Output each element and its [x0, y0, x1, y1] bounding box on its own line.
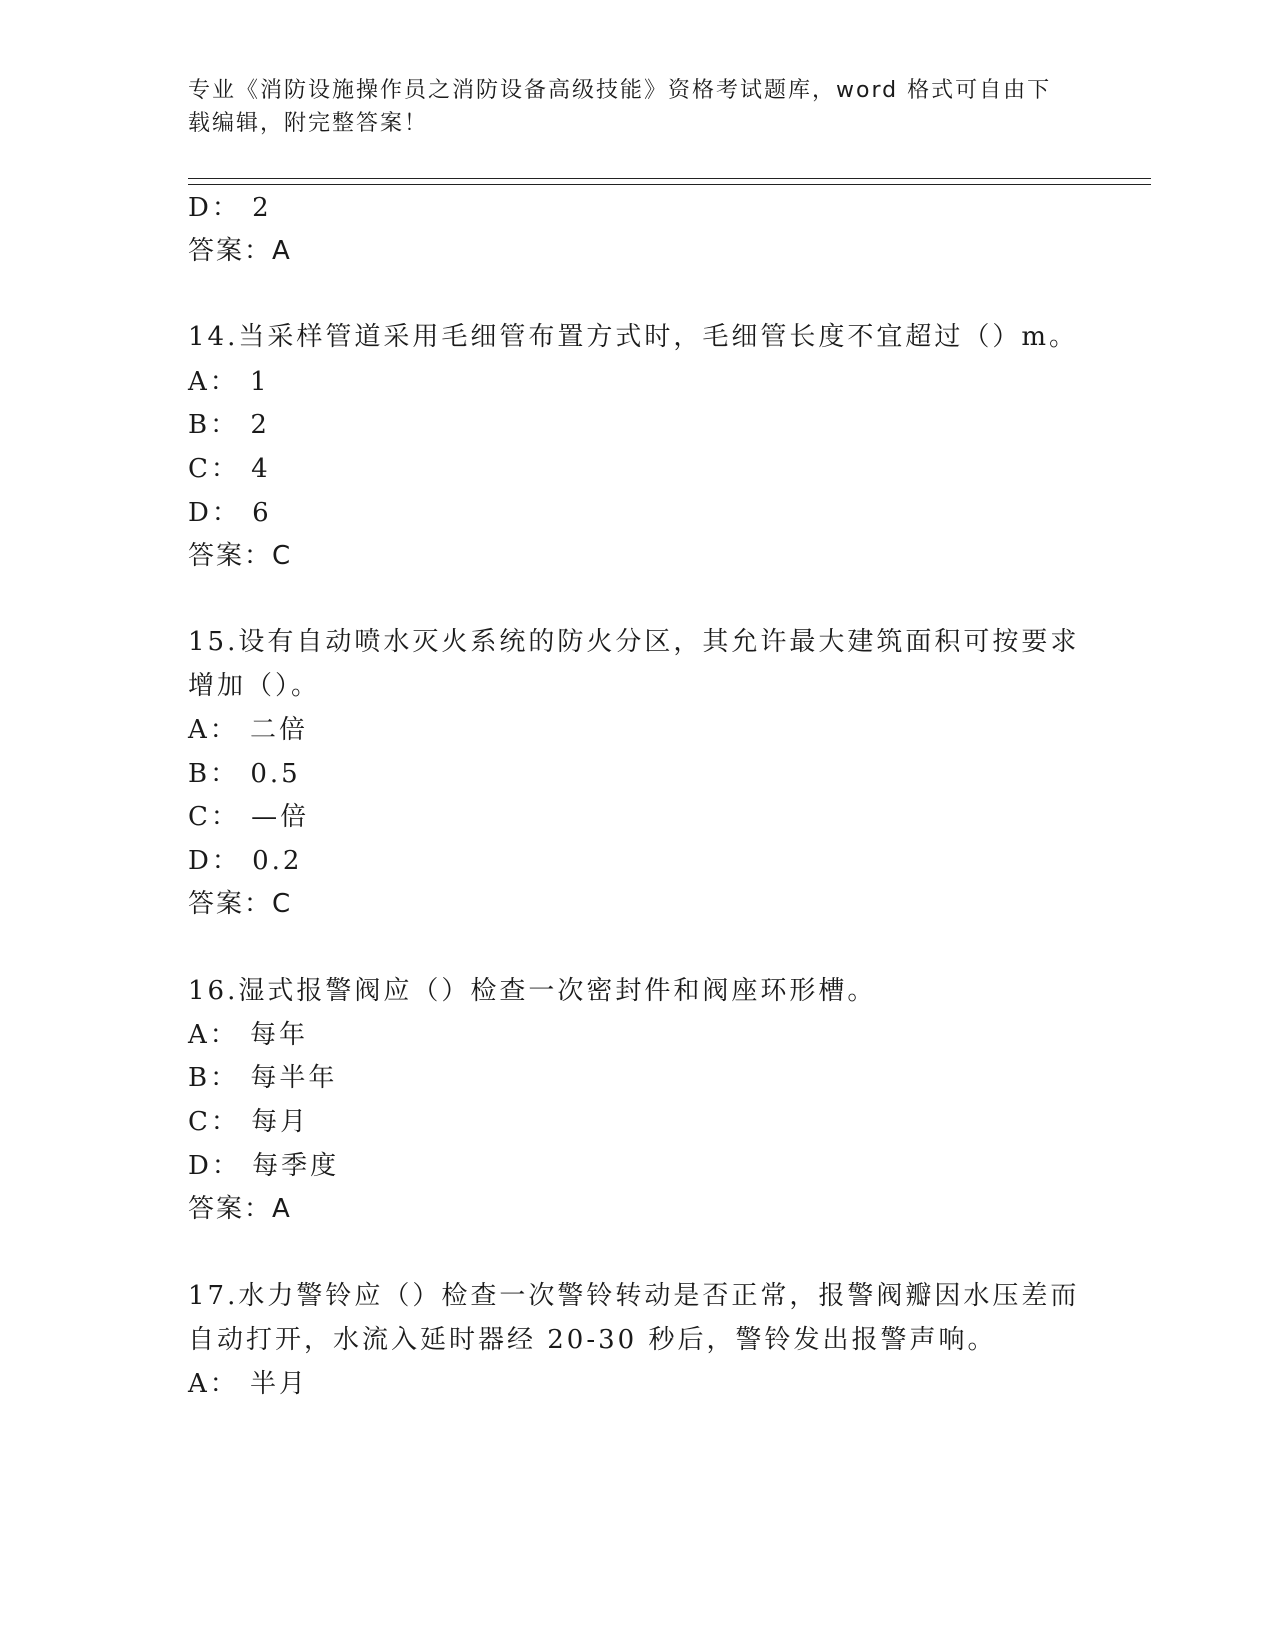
q16-stem: 16.湿式报警阀应（）检查一次密封件和阀座环形槽。 — [188, 976, 877, 1006]
q14-option-c: C： 4 — [188, 454, 271, 484]
header-line-2: 载编辑，附完整答案！ — [188, 111, 429, 136]
q15-stem-line-1: 15.设有自动喷水灭火系统的防火分区，其允许最大建筑面积可按要求 — [188, 627, 1080, 657]
q15-option-a: A： 二倍 — [188, 715, 309, 745]
prev-option-d: D： 2 — [188, 193, 272, 223]
header-divider-top — [188, 178, 1151, 179]
prev-answer: 答案：A — [188, 236, 292, 266]
q14-option-a: A： 1 — [188, 367, 270, 397]
q14-stem: 14.当采样管道采用毛细管布置方式时，毛细管长度不宜超过（）m。 — [188, 322, 1079, 352]
q14-option-b: B： 2 — [188, 410, 270, 440]
q16-option-b: B： 每半年 — [188, 1063, 338, 1093]
q15-option-d: D： 0.2 — [188, 846, 303, 876]
q14-option-d: D： 6 — [188, 498, 272, 528]
q15-answer: 答案：C — [188, 889, 293, 919]
q16-answer: 答案：A — [188, 1194, 292, 1224]
q16-option-d: D： 每季度 — [188, 1151, 340, 1181]
document-header — [188, 74, 1088, 140]
q17-option-a: A： 半月 — [188, 1369, 309, 1399]
q15-stem-line-2: 增加（）。 — [188, 671, 321, 701]
q14-answer: 答案：C — [188, 541, 293, 571]
q16-option-a: A： 每年 — [188, 1020, 309, 1050]
q17-stem-line-2: 自动打开，水流入延时器经 20-30 秒后，警铃发出报警声响。 — [188, 1325, 997, 1355]
q17-stem-line-1: 17.水力警铃应（）检查一次警铃转动是否正常，报警阀瓣因水压差而 — [188, 1281, 1080, 1311]
q15-option-b: B： 0.5 — [188, 759, 301, 789]
header-divider-bottom — [188, 184, 1151, 185]
q16-option-c: C： 每月 — [188, 1107, 310, 1137]
header-line-1: 专业《消防设施操作员之消防设备高级技能》资格考试题库，word 格式可自由下 — [188, 78, 1052, 103]
q15-option-c: C： —倍 — [188, 802, 310, 832]
